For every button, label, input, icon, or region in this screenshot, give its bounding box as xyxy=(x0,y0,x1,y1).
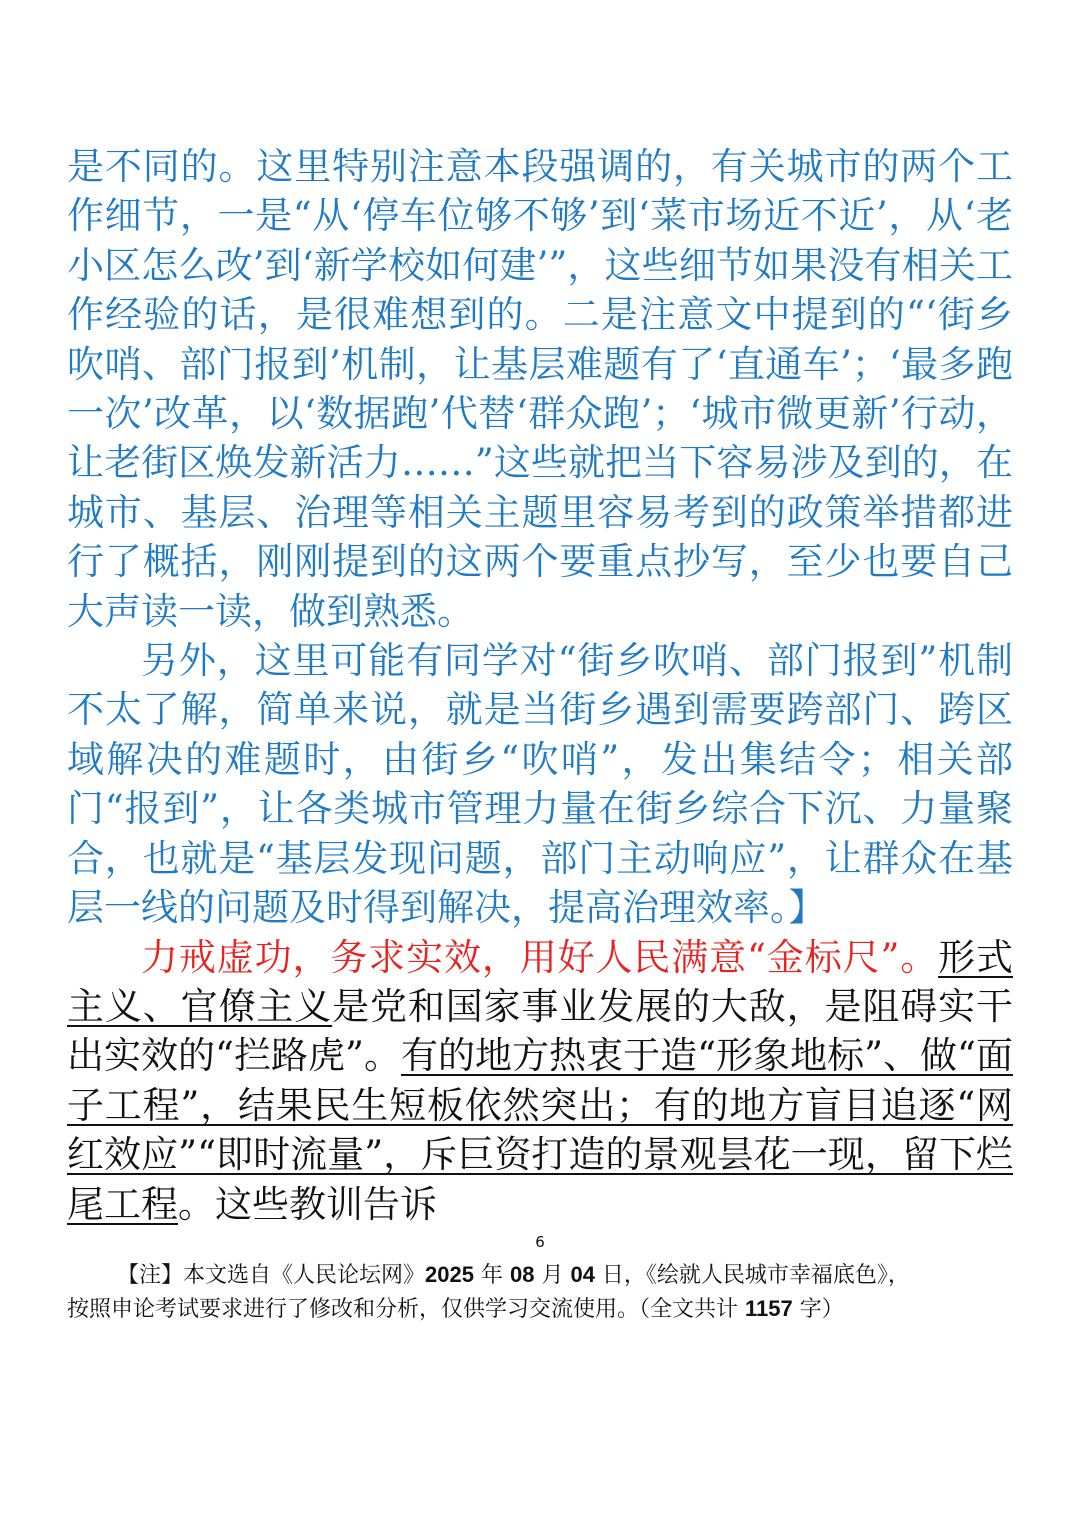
section-heading: 力戒虚功，务求实效，用好人民满意“金标尺”。 xyxy=(141,935,939,979)
analysis-paragraph-1: 是不同的。这里特别注意本段强调的，有关城市的两个工作细节，一是“从‘停车位够不够’到‘菜市场近不近’，从‘老小区怎么改’到‘新学校如何建’”，这些细节如果没有相关工作经验的话，是很难想到的。二是注意文中提到的“‘街乡吹哨、部门报到’机制，让基层难题有了‘直通车’；‘最多跑一次’改革，以‘数据跑’代替‘群众跑’；‘城市微更新’行动，让老街区焕发新活力……”这些就把当下容易涉及到的，在城市、基层、治理等相关主题里容易考到的政策举措都进行了概括，刚刚提到的这两个要重点抄写，至少也要自己大声读一读，做到熟悉。 xyxy=(67,145,1013,633)
underlined-phrase-2: 有的地方热衷于造“形象地标”、做“面子工程”，结果民生短板依然突出；有的地方盲目追逐“网红效应”“即时流量”，斥巨资打造的景观昙花一现，留下烂尾工程 xyxy=(67,1034,1013,1226)
footnote-month: 08 xyxy=(509,1262,535,1287)
footnote-text: 年 xyxy=(473,1263,510,1288)
footnote-line-1 xyxy=(67,1258,1027,1292)
article-paragraph xyxy=(67,933,1013,1229)
footnote xyxy=(67,1258,1027,1326)
footnote-year: 2025 xyxy=(425,1262,474,1287)
underlined-phrase-1: 形式主义、官僚主义 xyxy=(67,935,1014,1028)
article-text-2: 。这些教训告诉 xyxy=(178,1182,437,1226)
footnote-word-count: 1157 xyxy=(745,1296,793,1321)
footnote-line-2 xyxy=(67,1292,1027,1326)
footnote-text: 日，《绘就人民城市幸福底色》， xyxy=(594,1263,910,1288)
footnote-text: 字） xyxy=(792,1297,844,1322)
article-text-1: 是党和国家事业发展的大敌，是阻碍实干出实效的“拦路虎”。 xyxy=(67,984,1013,1078)
body-text xyxy=(67,142,1013,1229)
footnote-text: 【注】本文选自《人民论坛网》 xyxy=(117,1263,426,1288)
footnote-day: 04 xyxy=(570,1262,595,1287)
analysis-paragraph-2: 另外，这里可能有同学对“街乡吹哨、部门报到”机制不太了解，简单来说，就是当街乡遇到需要跨部门、跨区域解决的难题时，由街乡“吹哨”，发出集结令；相关部门“报到”，让各类城市管理力量在街乡综合下沉、力量聚合，也就是“基层发现问题，部门主动响应”，让群众在基层一线的问题及时得到解决，提高治理效率。】 xyxy=(67,639,1013,930)
page-number: 6 xyxy=(535,1233,545,1251)
footnote-text: 月 xyxy=(534,1263,571,1288)
footnote-text: 按照申论考试要求进行了修改和分析，仅供学习交流使用。（全文共计 xyxy=(67,1297,745,1322)
